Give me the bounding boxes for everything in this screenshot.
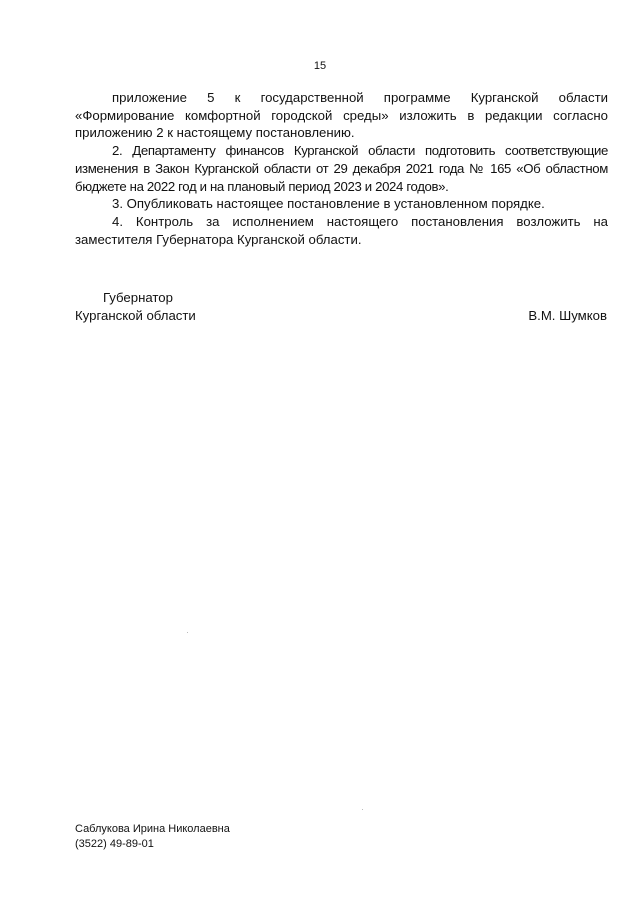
paragraph-control: 4. Контроль за исполнением настоящего постановления возложить на заместителя Губернатора Курганской области. [75, 213, 608, 247]
signature-title [75, 289, 196, 324]
signature-name: В.М. Шумков [528, 308, 607, 323]
paragraph-finance-department: 2. Департаменту финансов Курганской области подготовить соответствующие изменения в Закон Курганской области от 29 декабря 2021 года № 165 «Об областном бюджете на 2022 год и на плановый период 2023 и 2024 годов». [75, 143, 608, 194]
paragraph-publish: 3. Опубликовать настоящее постановление в установленном порядке. [112, 196, 545, 212]
signature-title-line-2: Курганской области [75, 307, 196, 323]
contact-phone: (3522) 49-89-01 [75, 837, 154, 850]
contact-block [75, 822, 230, 851]
signature-title-line-1: Губернатор [103, 290, 173, 305]
paragraph-appendix-5: приложение 5 к государственной программе Курганской области «Формирование комфортной городской среды» изложить в редакции согласно приложению 2 к настоящему постановлению. [75, 90, 608, 141]
scan-speck [187, 632, 188, 633]
document-body [75, 89, 608, 248]
contact-name: Саблукова Ирина Николаевна [75, 823, 230, 835]
scan-speck [362, 809, 363, 810]
page-number: 15 [313, 60, 327, 72]
